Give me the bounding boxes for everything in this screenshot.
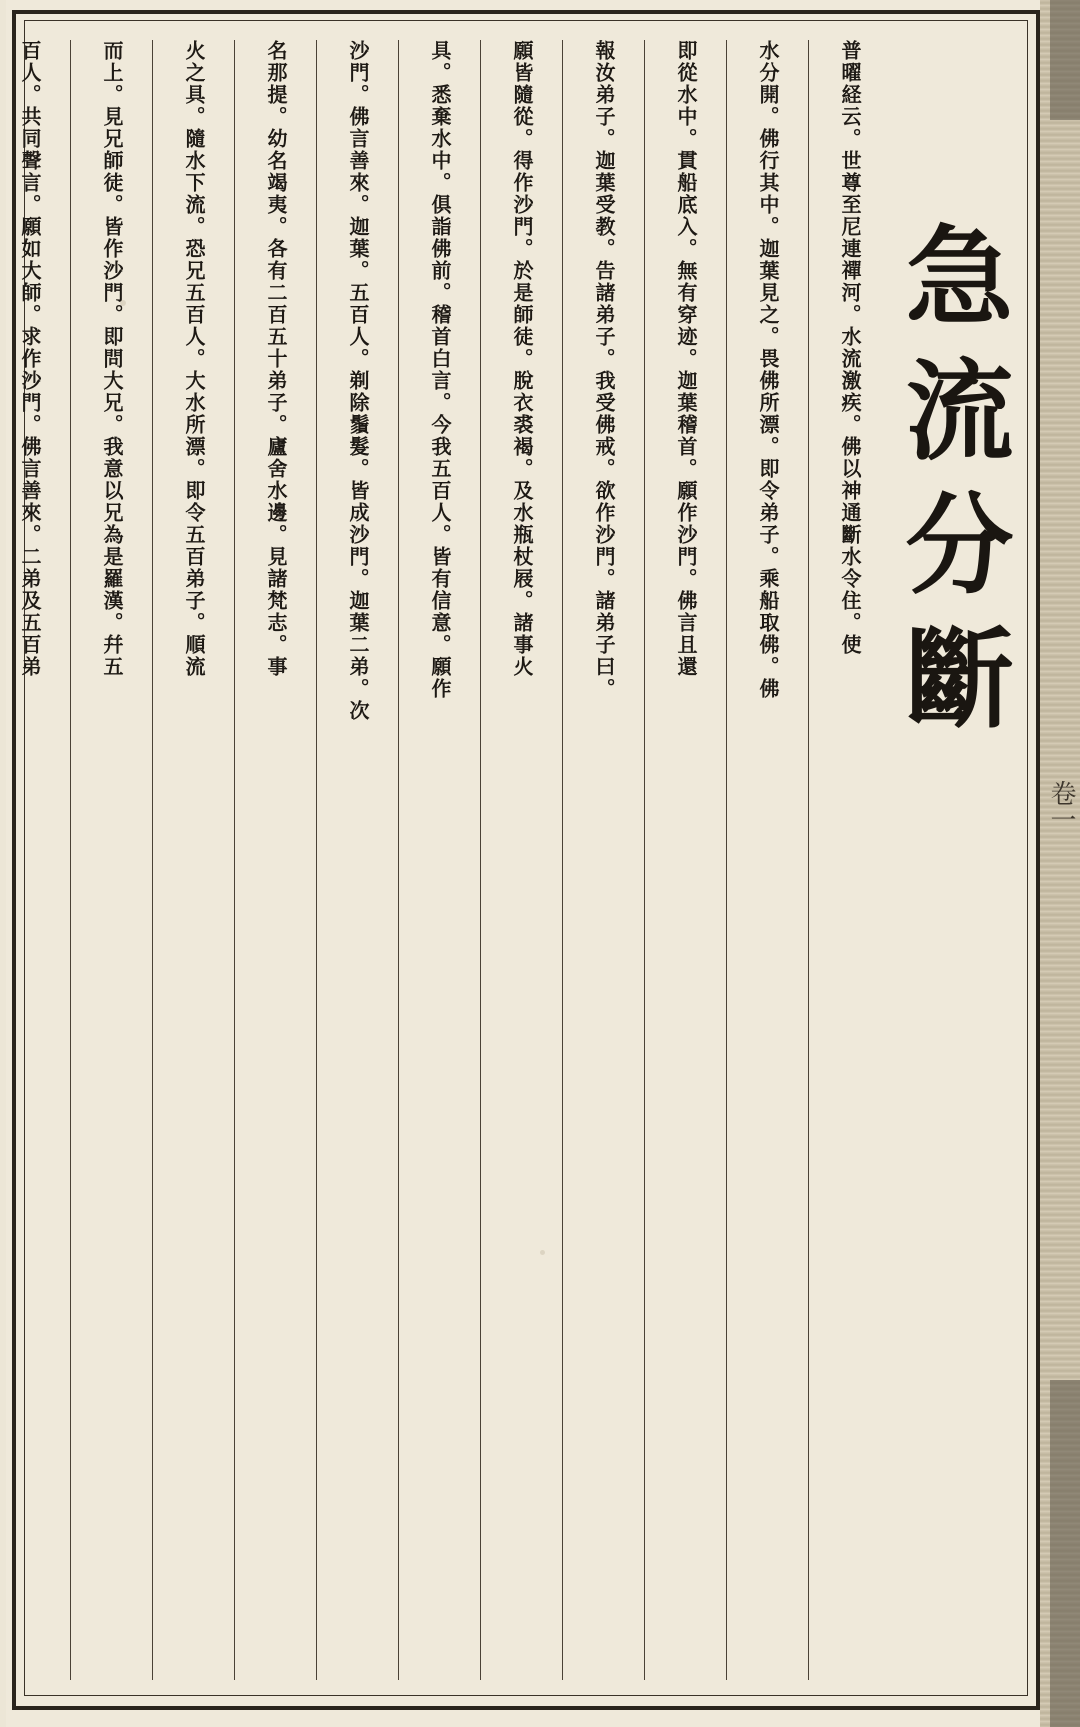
chapter-title-text: 急流分斷 xyxy=(887,220,1013,756)
column-text: 水分開。佛行其中。迦葉見之。畏佛所漂。即令弟子。乘船取佛。佛 xyxy=(756,40,780,700)
column-text: 而上。見兄師徒。皆作沙門。即問大兄。我意以兄為是羅漢。幷五 xyxy=(100,40,124,678)
column-text: 報汝弟子。迦葉受教。告諸弟子。我受佛戒。欲作沙門。諸弟子曰。 xyxy=(592,40,616,700)
text-column xyxy=(480,40,562,1680)
text-column xyxy=(70,40,152,1680)
page-fold-edge xyxy=(1040,0,1080,1727)
volume-marker: 卷一 xyxy=(1046,780,1076,832)
column-text: 願皆隨從。得作沙門。於是師徒。脫衣裘褐。及水瓶杖屐。諸事火 xyxy=(510,40,534,678)
column-text: 火之具。隨水下流。恐兄五百人。大水所漂。即令五百弟子。順流 xyxy=(182,40,206,678)
paper-speck xyxy=(120,300,126,306)
text-column xyxy=(398,40,480,1680)
column-text: 普曜経云。世尊至尼連禪河。水流激疾。佛以神通斷水令住。使 xyxy=(838,40,862,656)
text-column xyxy=(316,40,398,1680)
column-text: 百人。共同聲言。願如大師。求作沙門。佛言善來。二弟及五百弟 xyxy=(18,40,42,678)
text-columns xyxy=(18,40,890,1680)
paper-speck xyxy=(540,1250,545,1255)
text-column xyxy=(644,40,726,1680)
text-column xyxy=(726,40,808,1680)
column-text: 具。悉棄水中。俱詣佛前。稽首白言。今我五百人。皆有信意。願作 xyxy=(428,40,452,700)
chapter-title xyxy=(887,220,1013,920)
column-text: 名那提。幼名竭夷。各有二百五十弟子。廬舍水邊。見諸梵志。事 xyxy=(264,40,288,678)
text-column xyxy=(234,40,316,1680)
text-column xyxy=(808,40,890,1680)
column-text: 沙門。佛言善來。迦葉。五百人。剃除鬚髮。皆成沙門。迦葉二弟。次 xyxy=(346,40,370,722)
column-text: 即從水中。貫船底入。無有穿迹。迦葉稽首。願作沙門。佛言且還 xyxy=(674,40,698,678)
text-column xyxy=(562,40,644,1680)
text-column xyxy=(152,40,234,1680)
text-column xyxy=(0,40,70,1680)
paper-speck xyxy=(770,640,774,644)
